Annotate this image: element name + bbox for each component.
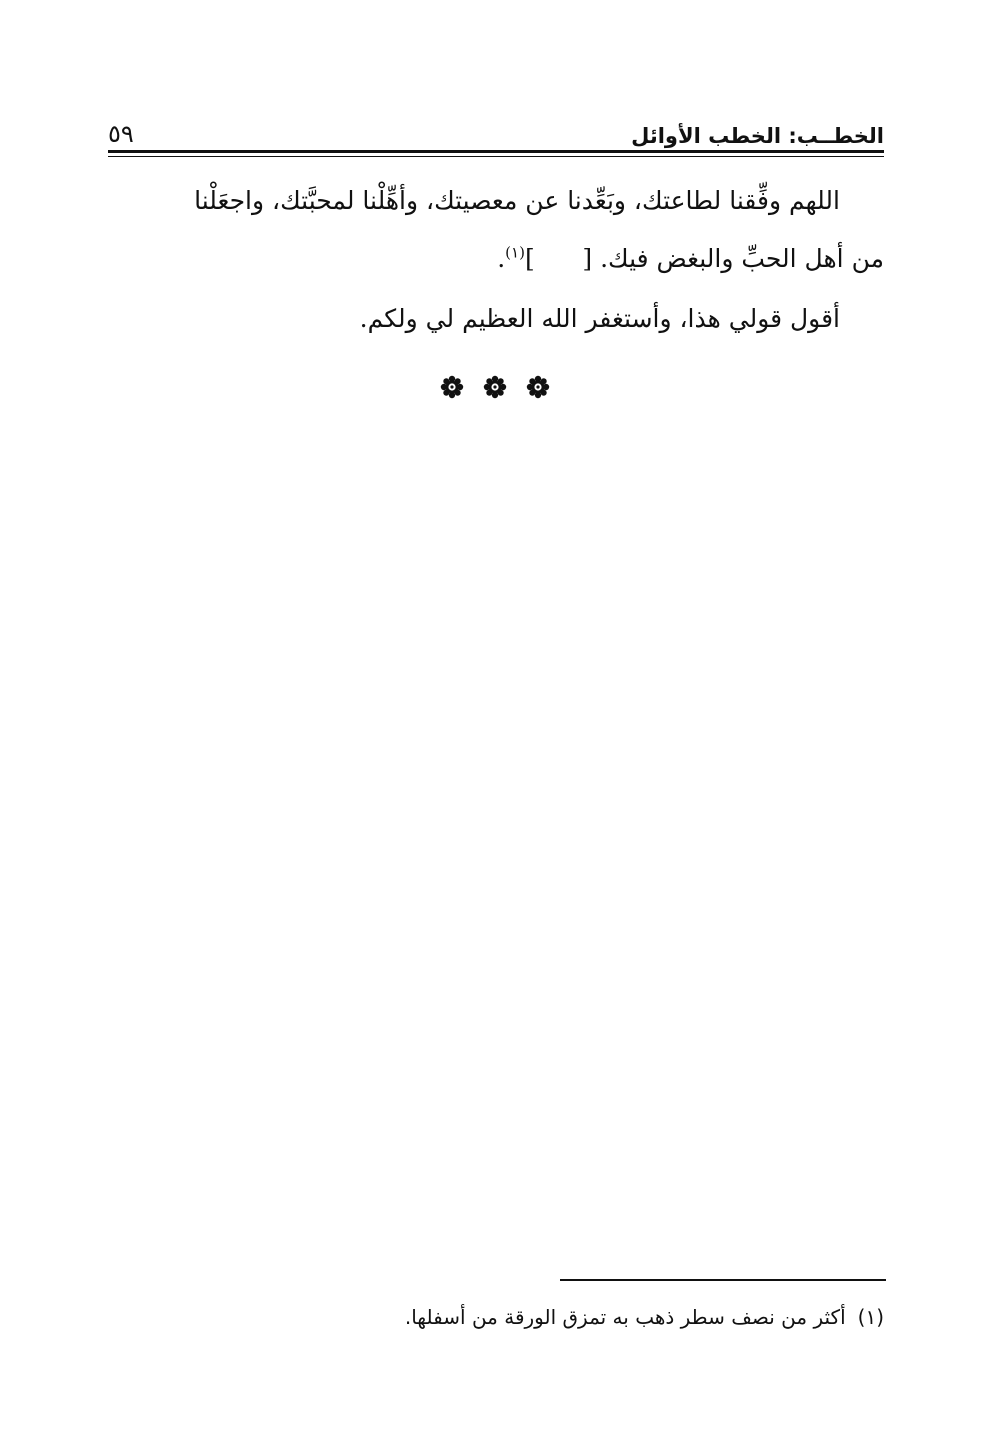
closing-sentence: أقول قولي هذا، وأستغفر الله العظيم لي ولكم.	[359, 304, 840, 333]
line-end-period: .	[497, 244, 506, 273]
flower-ornament-icon	[483, 375, 507, 399]
header-rule-thick	[108, 150, 884, 153]
closing-bracket: ]	[524, 244, 535, 273]
page-number: ٥٩	[108, 120, 134, 148]
flower-ornament-icon	[440, 375, 464, 399]
header-rule-thin	[108, 156, 884, 157]
page-header	[108, 118, 884, 148]
main-text	[108, 172, 884, 348]
footnote-rule	[560, 1279, 886, 1281]
footnote-number: (١)	[857, 1305, 884, 1329]
paragraph-line-1: اللهم وفِّقنا لطاعتك، وبَعِّدنا عن معصيتك، وأهِّلْنا لمحبَّتك، واجعَلْنا	[194, 186, 840, 215]
paragraph-line-2: من أهل الحبِّ والبغض فيك. [	[582, 244, 884, 273]
paragraph-closing	[108, 290, 884, 348]
footnote-reference[interactable]: (١)	[505, 243, 525, 262]
running-title: الخطــب: الخطب الأوائل	[631, 124, 884, 148]
footnote	[108, 1300, 884, 1334]
paragraph-supplication-continued	[108, 230, 884, 288]
footnote-text: أكثر من نصف سطر ذهب به تمزق الورقة من أسفلها.	[404, 1305, 846, 1329]
flower-ornament-icon	[526, 375, 550, 399]
section-separator	[440, 375, 550, 399]
paragraph-supplication	[108, 172, 884, 230]
missing-text-gap	[535, 244, 583, 273]
